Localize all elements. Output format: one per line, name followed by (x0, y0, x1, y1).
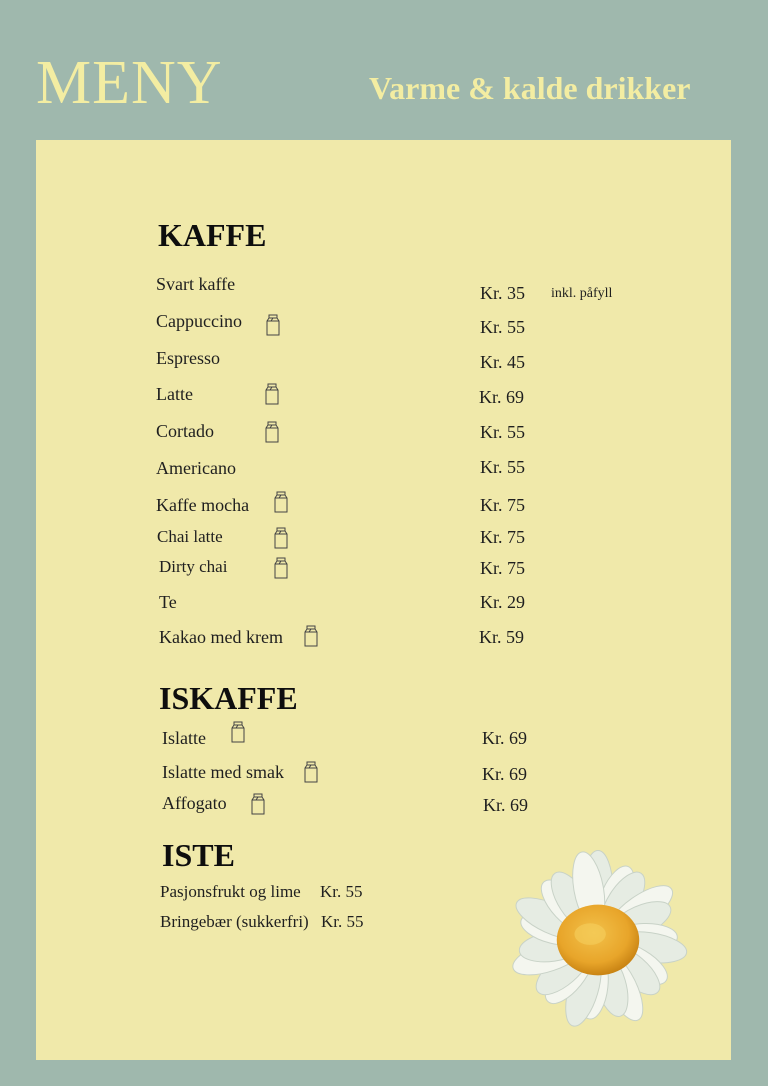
menu-item-price: Kr. 69 (483, 795, 528, 815)
menu-item-price: Kr. 55 (480, 457, 525, 477)
milk-carton-icon (265, 421, 279, 443)
menu-item-price: Kr. 55 (480, 422, 525, 442)
menu-item-name: Islatte med smak (162, 762, 284, 782)
menu-item-price: Kr. 75 (480, 558, 525, 578)
section-title-iskaffe: ISKAFFE (159, 680, 298, 716)
milk-carton-icon (274, 557, 288, 579)
milk-carton-icon (251, 793, 265, 815)
menu-item-price: Kr. 29 (480, 592, 525, 612)
menu-item-name: Kakao med krem (159, 627, 283, 647)
section-title-iste: ISTE (162, 837, 235, 873)
menu-item-name: Dirty chai (159, 557, 228, 576)
milk-carton-icon (265, 383, 279, 405)
menu-item-price: Kr. 55 (320, 882, 363, 901)
menu-item-name: Kaffe mocha (156, 495, 250, 515)
milk-carton-icon (274, 527, 288, 549)
milk-carton-icon (231, 721, 245, 743)
menu-item-name: Affogato (162, 793, 227, 813)
page-subtitle: Varme & kalde drikker (369, 70, 691, 106)
menu-item-price: Kr. 69 (482, 728, 527, 748)
section-title-kaffe: KAFFE (158, 217, 267, 253)
menu-item-name: Espresso (156, 348, 220, 368)
page-title: MENY (36, 49, 223, 117)
menu-item-name: Americano (156, 458, 236, 478)
menu-item-price: Kr. 75 (480, 527, 525, 547)
menu-item-note: inkl. påfyll (551, 286, 613, 301)
menu-item-price: Kr. 35 (480, 283, 525, 303)
menu-item-name: Bringebær (sukkerfri) (160, 912, 309, 931)
menu-item-name: Islatte (162, 728, 206, 748)
menu-item-price: Kr. 75 (480, 495, 525, 515)
menu-item-price: Kr. 55 (480, 317, 525, 337)
daisy-flower-icon (490, 832, 706, 1048)
menu-item-price: Kr. 59 (479, 627, 524, 647)
menu-item-name: Chai latte (157, 527, 223, 546)
menu-item-price: Kr. 69 (482, 764, 527, 784)
menu-item-name: Cortado (156, 421, 214, 441)
menu-item-name: Pasjonsfrukt og lime (160, 882, 301, 901)
milk-carton-icon (304, 625, 318, 647)
milk-carton-icon (274, 491, 288, 513)
menu-item-price: Kr. 45 (480, 352, 525, 372)
menu-item-name: Te (159, 592, 177, 612)
milk-carton-icon (304, 761, 318, 783)
menu-item-name: Latte (156, 384, 193, 404)
menu-item-price: Kr. 69 (479, 387, 524, 407)
menu-item-price: Kr. 55 (321, 912, 364, 931)
milk-carton-icon (266, 314, 280, 336)
menu-item-name: Cappuccino (156, 311, 242, 331)
menu-item-name: Svart kaffe (156, 274, 236, 294)
